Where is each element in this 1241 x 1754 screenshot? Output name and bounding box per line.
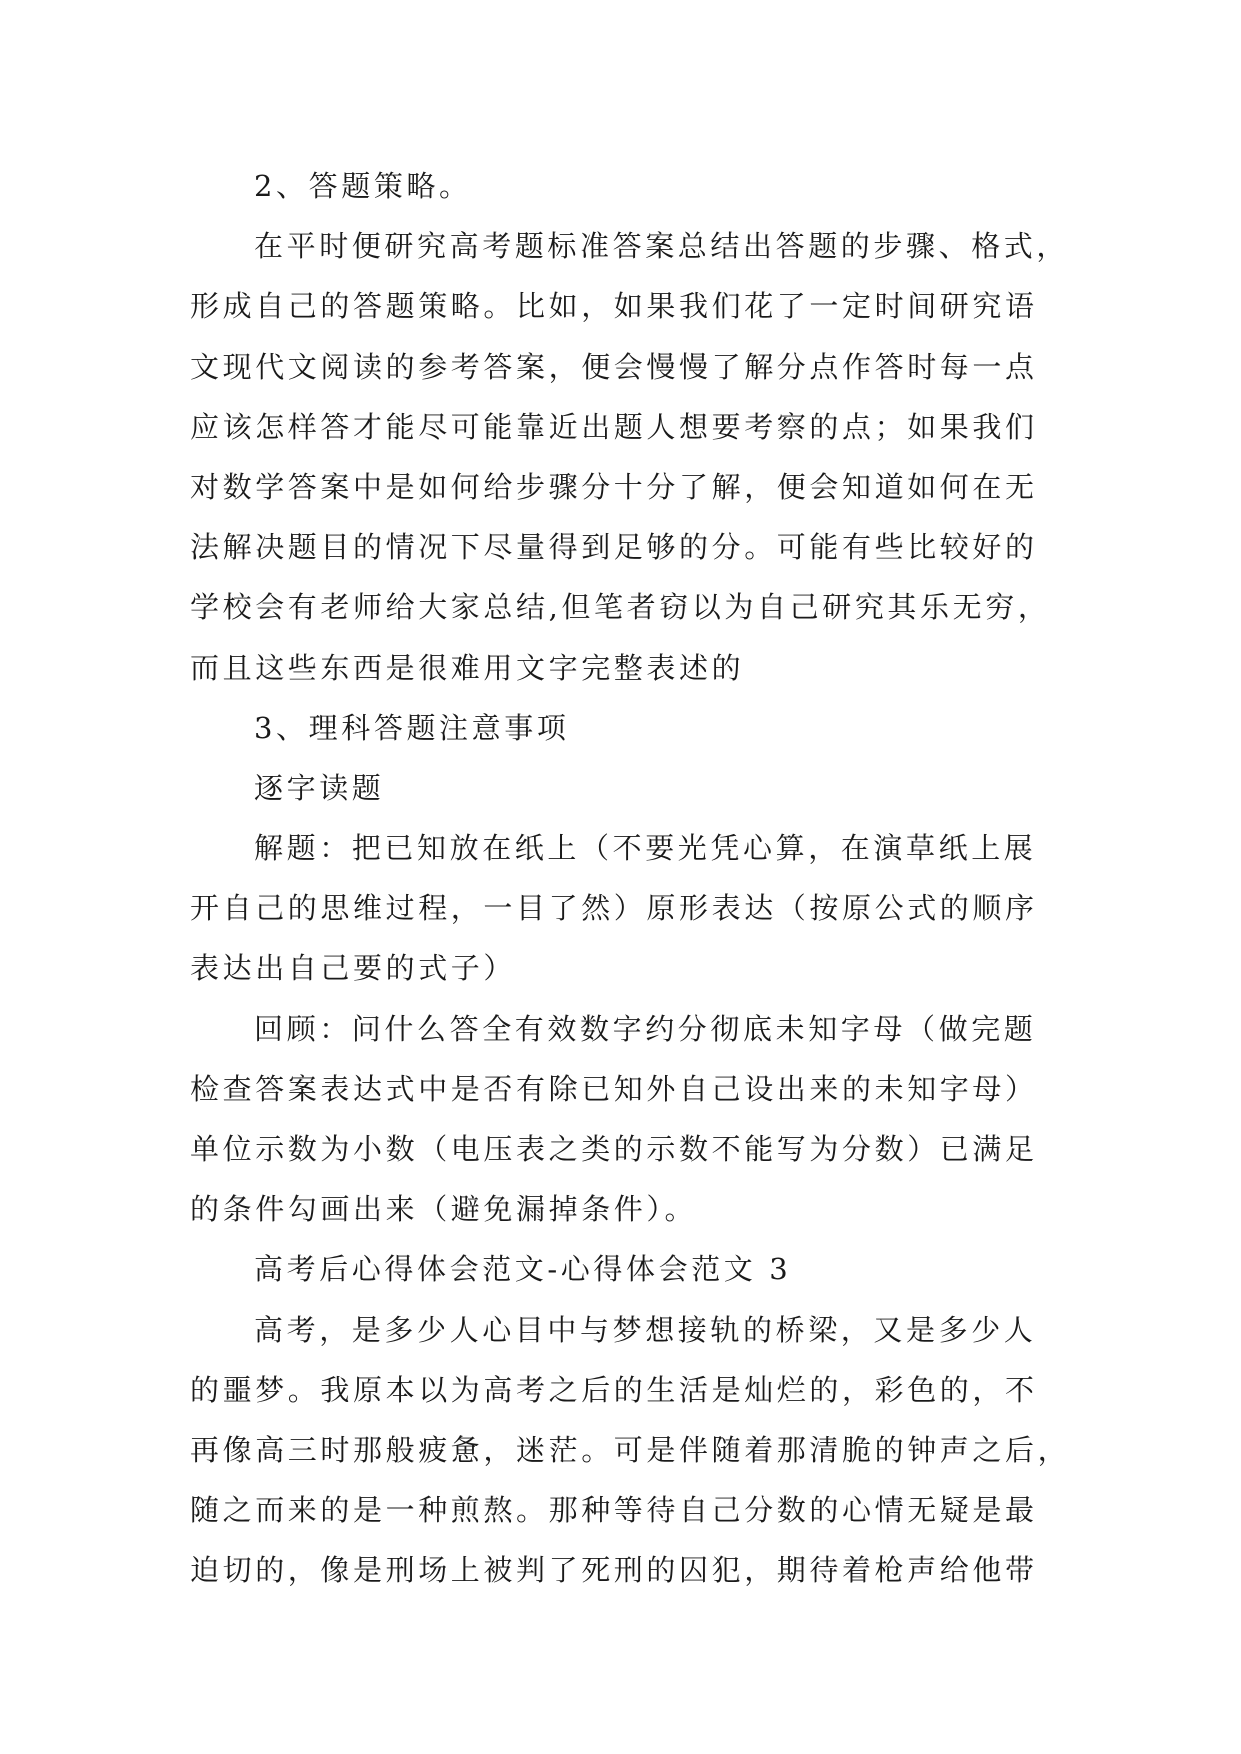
text-line: 逐字读题: [254, 770, 385, 805]
text-line: 3、理科答题注意事项: [254, 710, 570, 745]
text-line: 再像高三时那般疲惫，迷茫。可是伴随着那清脆的钟声之后，: [190, 1432, 1071, 1467]
text-line: 法解决题目的情况下尽量得到足够的分。可能有些比较好的: [190, 530, 1038, 565]
text-line: 解题：把已知放在纸上（不要光凭心算，在演草纸上展: [254, 831, 1037, 866]
text-line: 的噩梦。我原本以为高考之后的生活是灿烂的，彩色的，不: [190, 1372, 1038, 1407]
text-line: 高考，是多少人心目中与梦想接轨的桥梁，又是多少人: [254, 1312, 1037, 1347]
text-line: 文现代文阅读的参考答案，便会慢慢了解分点作答时每一点: [190, 349, 1038, 384]
text-line: 而且这些东西是很难用文字完整表述的: [190, 650, 745, 685]
text-line: 高考后心得体会范文-心得体会范文 3: [254, 1252, 792, 1287]
text-line: 表达出自己要的式子）: [190, 951, 517, 986]
text-line: 应该怎样答才能尽可能靠近出题人想要考察的点；如果我们: [190, 409, 1038, 444]
text-line: 随之而来的是一种煎熬。那种等待自己分数的心情无疑是最: [190, 1493, 1038, 1528]
text-line: 迫切的，像是刑场上被判了死刑的囚犯，期待着枪声给他带: [190, 1553, 1038, 1588]
text-line: 在平时便研究高考题标准答案总结出答题的步骤、格式，: [254, 229, 1070, 264]
text-line: 单位示数为小数（电压表之类的示数不能写为分数）已满足: [190, 1132, 1038, 1166]
text-line: 开自己的思维过程，一目了然）原形表达（按原公式的顺序: [190, 891, 1038, 926]
text-line: 形成自己的答题策略。比如，如果我们花了一定时间研究语: [190, 289, 1038, 324]
text-line: 2、答题策略。: [254, 169, 472, 203]
text-line: 回顾：问什么答全有效数字约分彻底未知字母（做完题: [254, 1011, 1037, 1046]
body-text: [190, 156, 1090, 1601]
text-line: 学校会有老师给大家总结,但笔者窃以为自己研究其乐无穷，: [190, 590, 1051, 625]
text-line: 的条件勾画出来（避免漏掉条件）。: [190, 1192, 698, 1227]
text-line: 检查答案表达式中是否有除已知外自己设出来的未知字母）: [190, 1071, 1038, 1106]
text-line: 对数学答案中是如何给步骤分十分了解，便会知道如何在无: [190, 469, 1038, 504]
